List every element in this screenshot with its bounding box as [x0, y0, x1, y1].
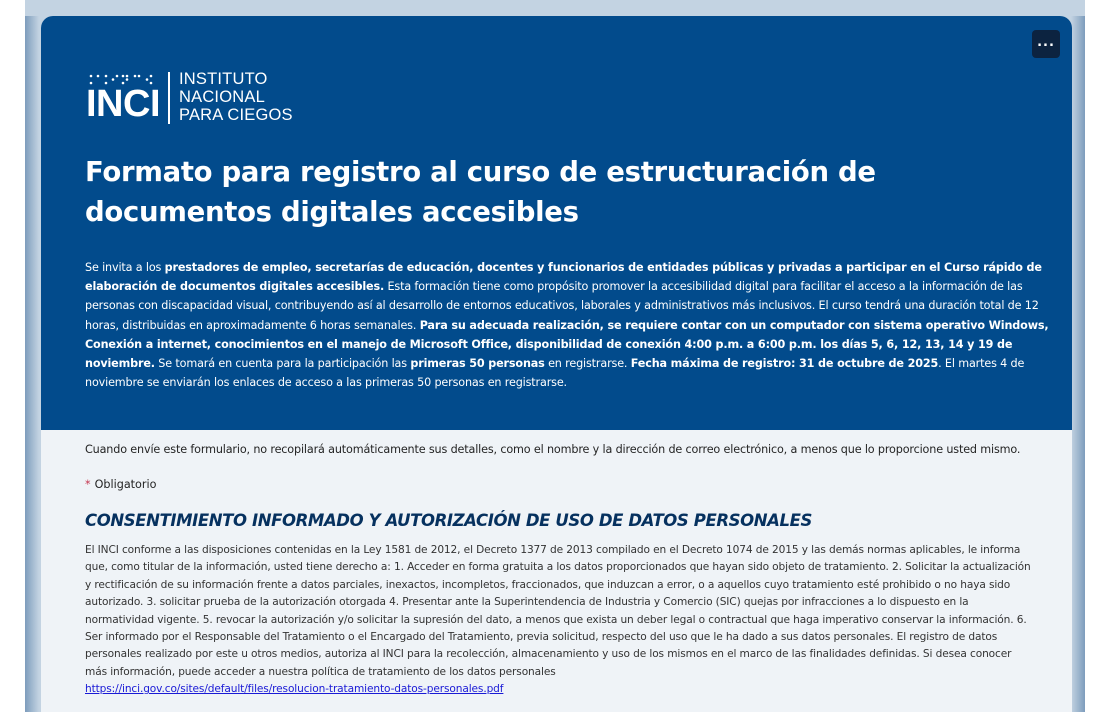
- logo-name-line: PARA CIEGOS: [179, 106, 293, 124]
- logo-acronym: INCI: [86, 83, 160, 125]
- section-title: CONSENTIMIENTO INFORMADO Y AUTORIZACIÓN DE USO DE DATOS PERSONALES: [85, 511, 812, 530]
- more-options-button[interactable]: [1032, 30, 1060, 58]
- required-label: Obligatorio: [94, 478, 157, 491]
- description-text: Se tomará en cuenta para la participación las: [154, 357, 411, 371]
- description-text: en registrarse.: [544, 357, 631, 371]
- description-bold-text: prestadores de empleo, secretarías de educación, docentes y funcionarios de entidades públicas y privadas a participar en el Curso rápido de elaboración de documentos digitales accesibles.: [85, 261, 1042, 294]
- more-horizontal-icon: ...: [1037, 34, 1055, 50]
- logo-name: [179, 70, 293, 124]
- description-bold-text: primeras 50 personas: [410, 357, 545, 371]
- description-bold-text: Fecha máxima de registro: 31 de octubre de 2025: [630, 357, 939, 371]
- page-backdrop-top: [25, 0, 1085, 16]
- required-note: [85, 477, 156, 493]
- description-text: Esta formación tiene como propósito promover la accesibilidad digital para facilitar el acceso a la información de las personas con discapacidad visual, contribuyendo así al desarrollo de entornos educativos, laborales y administrativos más inclusivos. El curso tendrá una duración total de 12 horas, distribuidas en aproximadamente 6 horas semanales.: [85, 280, 1039, 332]
- description-text: . El martes 4 de noviembre se enviarán los enlaces de acceso a las primeras 50 personas en registrarse.: [85, 357, 1025, 390]
- logo-divider: [168, 72, 170, 124]
- inci-logo: [86, 70, 306, 128]
- logo-name-line: NACIONAL: [179, 88, 265, 106]
- required-asterisk-icon: *: [85, 478, 91, 491]
- form-description: [85, 258, 1065, 392]
- privacy-note: Cuando envíe este formulario, no recopilará automáticamente sus detalles, como el nombre y la dirección de correo electrónico, a menos que lo proporcione usted mismo.: [85, 443, 1021, 456]
- form-title: Formato para registro al curso de estructuración de documentos digitales accesibles: [85, 156, 876, 228]
- consent-text: El INCI conforme a las disposiciones contenidas en la Ley 1581 de 2012, el Decreto 1377 de 2013 compilado en el Decreto 1074 de 2015 y las demás normas aplicables, le informa que, como titular de la información, usted tiene derecho a: 1. Acceder en forma gratuita a los datos proporcionados que hayan sido objeto de tratamiento. 2. Solicitar la actualización y rectificación de su información frente a datos parciales, inexactos, incompletos, fraccionados, que induzcan a error, o a aquellos cuyo tratamiento esté prohibido o no haya sido autorizado. 3. solicitar prueba de la autorización otorgada 4. Presentar ante la Superintendencia de Industria y Comercio (SIC) quejas por infracciones a lo dispuesto en la normatividad vigente. 5. revocar la autorización y/o solicitar la supresión del dato, a menos que exista un deber legal o contractual que haga imperativo conservar la información. 6. Ser informado por el Responsable del Tratamiento o el Encargado del Tratamiento, previa solicitud, respecto del uso que le ha dado a sus datos personales. El registro de datos personales realizado por este u otros medios, autoriza al INCI para la recolección, almacenamiento y uso de los mismos en el marco de las finalidades definidas. Si desea conocer más información, puede acceder a nuestra política de tratamiento de los datos personales: [85, 544, 1031, 678]
- privacy-policy-link[interactable]: https://inci.gov.co/sites/default/files/resolucion-tratamiento-datos-personales.pdf: [85, 683, 504, 696]
- logo-name-line: INSTITUTO: [179, 70, 268, 88]
- section-description: [85, 542, 1035, 699]
- form-card: [41, 16, 1072, 712]
- description-text: Se invita a los: [85, 261, 165, 274]
- form-header: [41, 16, 1072, 430]
- description-bold-text: Para su adecuada realización, se requiere contar con un computador con sistema operativo Windows, Conexión a internet, conocimientos en el manejo de Microsoft Office, disponibilidad de conexión 4:00 p.m. a 6:00 p.m. los días 5, 6, 12, 13, 14 y 19 de noviembre.: [85, 318, 1049, 371]
